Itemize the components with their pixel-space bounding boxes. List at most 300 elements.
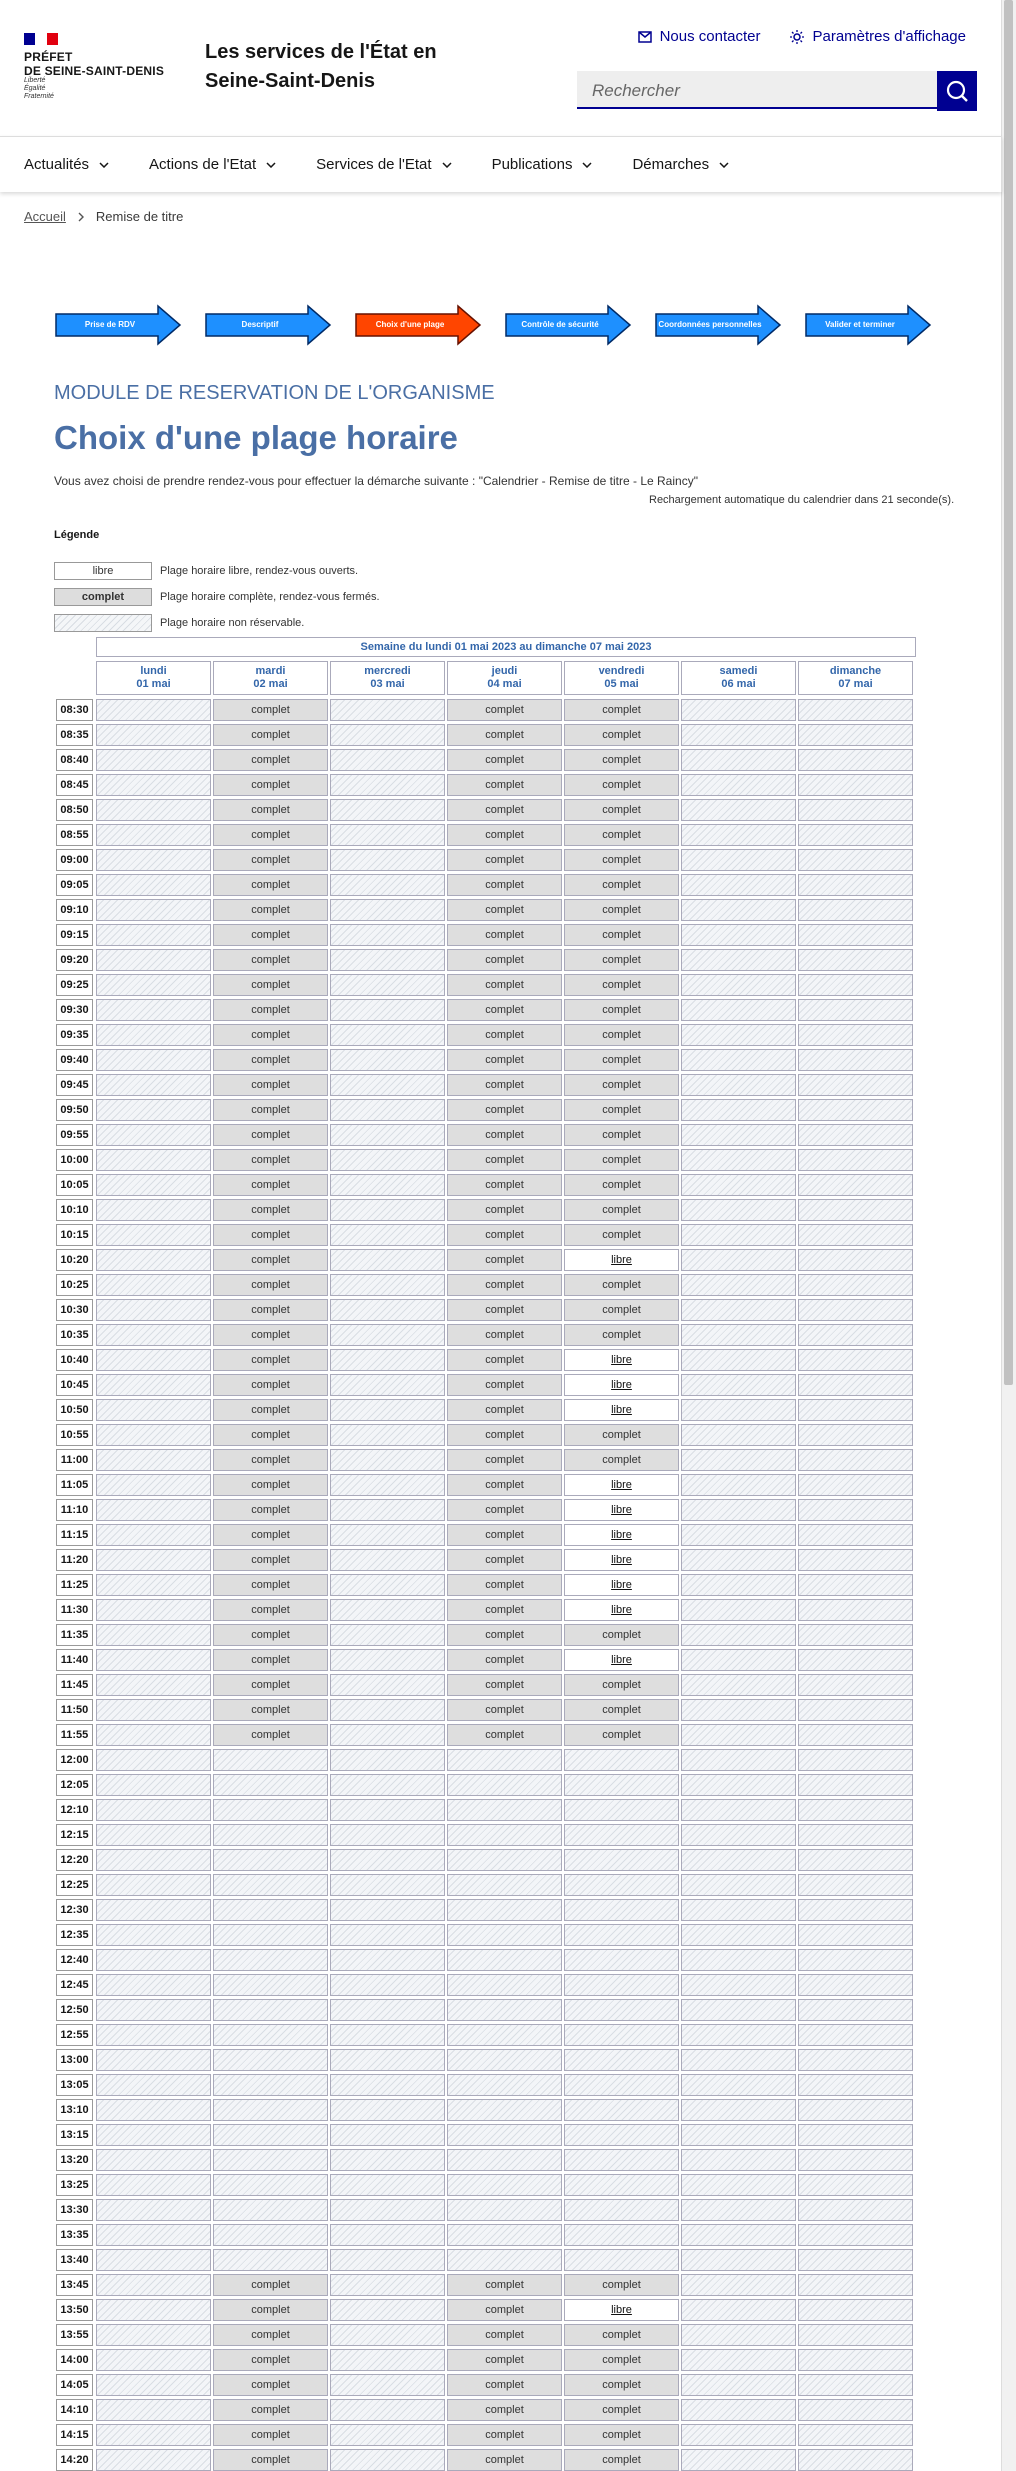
- slot-unavailable: [798, 2074, 913, 2096]
- slot-unavailable: [96, 1449, 211, 1471]
- slot-full: complet: [213, 1499, 328, 1521]
- slot-unavailable: [681, 1199, 796, 1221]
- slot-unavailable: [798, 2249, 913, 2271]
- slot-unavailable: [681, 2174, 796, 2196]
- time-label: 09:45: [56, 1074, 93, 1096]
- slot-full: complet: [564, 2349, 679, 2371]
- slot-unavailable: [96, 1549, 211, 1571]
- slot-full: complet: [213, 924, 328, 946]
- slot-full: complet: [564, 849, 679, 871]
- search-input[interactable]: Rechercher: [577, 71, 937, 109]
- slot-unavailable: [96, 2324, 211, 2346]
- slot-unavailable: [681, 1624, 796, 1646]
- slot-unavailable: [447, 2024, 562, 2046]
- legend-full-desc: Plage horaire complète, rendez-vous fermés.: [160, 591, 380, 603]
- time-label: 13:00: [56, 2049, 93, 2071]
- slot-full: complet: [213, 1124, 328, 1146]
- slot-unavailable: [96, 899, 211, 921]
- slot-unavailable: [330, 2074, 445, 2096]
- slot-unavailable: [798, 1599, 913, 1621]
- slot-unavailable: [330, 1899, 445, 1921]
- slot-unavailable: [330, 2449, 445, 2471]
- time-label: 14:10: [56, 2399, 93, 2421]
- slot-unavailable: [798, 2124, 913, 2146]
- slot-unavailable: [96, 1674, 211, 1696]
- slot-full: complet: [447, 774, 562, 796]
- slot-unavailable: [681, 1249, 796, 1271]
- slot-unavailable: [447, 2049, 562, 2071]
- breadcrumb-current: Remise de titre: [95, 209, 184, 224]
- slot-unavailable: [96, 2024, 211, 2046]
- slot-full: complet: [447, 1424, 562, 1446]
- slot-free-link[interactable]: libre: [564, 1549, 679, 1571]
- slot-unavailable: [213, 2224, 328, 2246]
- legend-free: [54, 561, 358, 581]
- slot-unavailable: [798, 1774, 913, 1796]
- time-label: 08:50: [56, 799, 93, 821]
- slot-unavailable: [798, 1349, 913, 1371]
- step-choix-plage: Choix d'une plage: [354, 304, 484, 346]
- slot-unavailable: [798, 1224, 913, 1246]
- slot-full: complet: [564, 2274, 679, 2296]
- slot-unavailable: [564, 2099, 679, 2121]
- day-header-jeudi: jeudi 04 mai: [447, 661, 562, 695]
- slot-free-link[interactable]: libre: [564, 2299, 679, 2321]
- slot-unavailable: [681, 1524, 796, 1546]
- nav-item-actualites[interactable]: Actualités: [24, 137, 109, 192]
- slot-unavailable: [798, 2049, 913, 2071]
- slot-full: complet: [564, 1274, 679, 1296]
- time-label: 13:45: [56, 2274, 93, 2296]
- slot-unavailable: [798, 1799, 913, 1821]
- slot-unavailable: [798, 1924, 913, 1946]
- slot-full: complet: [213, 1074, 328, 1096]
- slot-full: complet: [213, 1574, 328, 1596]
- site-title[interactable]: Les services de l'État en Seine-Saint-Denis: [205, 41, 437, 92]
- slot-unavailable: [798, 874, 913, 896]
- slot-full: complet: [564, 1199, 679, 1221]
- slot-full: complet: [447, 949, 562, 971]
- slot-unavailable: [681, 1799, 796, 1821]
- slot-unavailable: [330, 1774, 445, 1796]
- slot-unavailable: [213, 2149, 328, 2171]
- slot-free-link[interactable]: libre: [564, 1599, 679, 1621]
- slot-unavailable: [681, 1499, 796, 1521]
- slot-unavailable: [681, 874, 796, 896]
- slot-full: complet: [564, 924, 679, 946]
- slot-unavailable: [330, 2049, 445, 2071]
- slot-unavailable: [564, 1749, 679, 1771]
- time-label: 10:55: [56, 1424, 93, 1446]
- slot-unavailable: [213, 1824, 328, 1846]
- slot-unavailable: [213, 2099, 328, 2121]
- slot-unavailable: [564, 2149, 679, 2171]
- legend-na-swatch: [54, 614, 152, 632]
- slot-full: complet: [213, 2299, 328, 2321]
- slot-unavailable: [96, 2274, 211, 2296]
- prefet-logo[interactable]: PRÉFET DE SEINE-SAINT-DENIS: [24, 50, 165, 78]
- slot-unavailable: [798, 974, 913, 996]
- legend-na-desc: Plage horaire non réservable.: [160, 617, 305, 629]
- slot-unavailable: [213, 1899, 328, 1921]
- slot-free-link[interactable]: libre: [564, 1574, 679, 1596]
- slot-unavailable: [681, 1924, 796, 1946]
- slot-unavailable: [798, 1524, 913, 1546]
- slot-full: complet: [564, 999, 679, 1021]
- slot-unavailable: [681, 2299, 796, 2321]
- slot-free-link[interactable]: libre: [564, 1374, 679, 1396]
- slot-full: complet: [564, 1099, 679, 1121]
- slot-unavailable: [798, 1024, 913, 1046]
- slot-unavailable: [681, 824, 796, 846]
- slot-unavailable: [681, 1074, 796, 1096]
- reload-notice: Rechargement automatique du calendrier dans 21 seconde(s).: [649, 494, 955, 506]
- slot-full: complet: [447, 1349, 562, 1371]
- time-label: 14:15: [56, 2424, 93, 2446]
- slot-full: complet: [564, 1699, 679, 1721]
- slot-unavailable: [681, 1124, 796, 1146]
- slot-unavailable: [564, 2199, 679, 2221]
- slot-full: complet: [213, 2349, 328, 2371]
- slot-unavailable: [798, 1174, 913, 1196]
- slot-full: complet: [213, 699, 328, 721]
- slot-unavailable: [330, 2149, 445, 2171]
- slot-unavailable: [681, 2274, 796, 2296]
- time-label: 12:30: [56, 1899, 93, 1921]
- slot-full: complet: [447, 1599, 562, 1621]
- slot-free-link[interactable]: libre: [564, 1499, 679, 1521]
- slot-unavailable: [213, 1999, 328, 2021]
- slot-full: complet: [213, 974, 328, 996]
- time-label: 09:35: [56, 1024, 93, 1046]
- time-label: 12:35: [56, 1924, 93, 1946]
- time-label: 12:20: [56, 1849, 93, 1871]
- slot-unavailable: [330, 1874, 445, 1896]
- slot-unavailable: [330, 2199, 445, 2221]
- slot-unavailable: [798, 774, 913, 796]
- time-label: 09:20: [56, 949, 93, 971]
- slot-unavailable: [681, 2424, 796, 2446]
- slot-unavailable: [798, 1249, 913, 1271]
- search-button[interactable]: [937, 71, 977, 111]
- slot-unavailable: [564, 1824, 679, 1846]
- display-settings-link[interactable]: Paramètres d'affichage: [790, 28, 966, 45]
- slot-full: complet: [213, 1149, 328, 1171]
- week-header: Semaine du lundi 01 mai 2023 au dimanche 07 mai 2023: [96, 637, 916, 657]
- slot-unavailable: [96, 924, 211, 946]
- slot-free-link[interactable]: libre: [564, 1249, 679, 1271]
- slot-unavailable: [96, 1949, 211, 1971]
- slot-unavailable: [96, 1924, 211, 1946]
- slot-full: complet: [213, 1374, 328, 1396]
- step-valider: Valider et terminer: [804, 304, 934, 346]
- slot-unavailable: [798, 1099, 913, 1121]
- slot-full: complet: [564, 1674, 679, 1696]
- slot-full: complet: [564, 1324, 679, 1346]
- slot-unavailable: [96, 1374, 211, 1396]
- slot-unavailable: [681, 2324, 796, 2346]
- slot-unavailable: [564, 1774, 679, 1796]
- slot-unavailable: [213, 1924, 328, 1946]
- slot-full: complet: [213, 999, 328, 1021]
- slot-unavailable: [96, 1074, 211, 1096]
- slot-unavailable: [564, 2249, 679, 2271]
- slot-unavailable: [798, 1974, 913, 1996]
- slot-full: complet: [213, 2399, 328, 2421]
- slot-full: complet: [447, 799, 562, 821]
- slot-free-link[interactable]: libre: [564, 1524, 679, 1546]
- slot-unavailable: [330, 1299, 445, 1321]
- slot-unavailable: [330, 1374, 445, 1396]
- slot-unavailable: [447, 1874, 562, 1896]
- slot-unavailable: [330, 1474, 445, 1496]
- slot-unavailable: [447, 1949, 562, 1971]
- slot-unavailable: [681, 1299, 796, 1321]
- time-label: 10:30: [56, 1299, 93, 1321]
- slot-unavailable: [681, 1349, 796, 1371]
- slot-unavailable: [798, 1549, 913, 1571]
- slot-unavailable: [564, 1899, 679, 1921]
- slot-unavailable: [681, 1899, 796, 1921]
- slot-full: complet: [447, 1174, 562, 1196]
- slot-unavailable: [564, 1924, 679, 1946]
- slot-unavailable: [330, 724, 445, 746]
- slot-full: complet: [213, 2449, 328, 2471]
- time-label: 11:40: [56, 1649, 93, 1671]
- slot-unavailable: [798, 724, 913, 746]
- slot-full: complet: [564, 949, 679, 971]
- slot-unavailable: [330, 1749, 445, 1771]
- slot-unavailable: [447, 2074, 562, 2096]
- slot-unavailable: [681, 2449, 796, 2471]
- slot-full: complet: [213, 749, 328, 771]
- slot-full: complet: [213, 1399, 328, 1421]
- slot-full: complet: [447, 1499, 562, 1521]
- time-label: 09:40: [56, 1049, 93, 1071]
- slot-unavailable: [447, 1924, 562, 1946]
- slot-free-link[interactable]: libre: [564, 1649, 679, 1671]
- slot-unavailable: [798, 1899, 913, 1921]
- slot-full: complet: [564, 774, 679, 796]
- slot-unavailable: [447, 1799, 562, 1821]
- slot-unavailable: [564, 2049, 679, 2071]
- time-label: 13:55: [56, 2324, 93, 2346]
- slot-unavailable: [681, 1874, 796, 1896]
- slot-unavailable: [798, 1299, 913, 1321]
- legend-free-swatch: libre: [54, 562, 152, 580]
- day-header-dimanche: dimanche 07 mai: [798, 661, 913, 695]
- slot-unavailable: [330, 824, 445, 846]
- slot-unavailable: [96, 2374, 211, 2396]
- slot-full: complet: [447, 1199, 562, 1221]
- slot-unavailable: [681, 1274, 796, 1296]
- slot-unavailable: [330, 1849, 445, 1871]
- time-label: 13:10: [56, 2099, 93, 2121]
- slot-full: complet: [564, 1074, 679, 1096]
- slot-unavailable: [96, 1824, 211, 1846]
- slot-unavailable: [681, 1024, 796, 1046]
- slot-unavailable: [330, 1649, 445, 1671]
- step-coordonnees: Coordonnées personnelles: [654, 304, 784, 346]
- slot-unavailable: [96, 1524, 211, 1546]
- slot-unavailable: [330, 1149, 445, 1171]
- legend-full-swatch: complet: [54, 588, 152, 606]
- slot-unavailable: [564, 1949, 679, 1971]
- slot-unavailable: [330, 2249, 445, 2271]
- slot-unavailable: [330, 1974, 445, 1996]
- nav-item-actions[interactable]: Actions de l'Etat: [149, 137, 276, 192]
- slot-unavailable: [330, 1999, 445, 2021]
- nav-item-publications[interactable]: Publications: [492, 137, 593, 192]
- slot-unavailable: [330, 1199, 445, 1221]
- slot-unavailable: [564, 1874, 679, 1896]
- chevron-down-icon: [442, 162, 452, 168]
- time-label: 10:50: [56, 1399, 93, 1421]
- slot-unavailable: [447, 1999, 562, 2021]
- slot-unavailable: [96, 1349, 211, 1371]
- slot-unavailable: [798, 1574, 913, 1596]
- slot-unavailable: [681, 1974, 796, 1996]
- breadcrumb-home[interactable]: Accueil: [24, 209, 66, 224]
- slot-full: complet: [564, 1299, 679, 1321]
- slot-unavailable: [798, 1624, 913, 1646]
- slot-unavailable: [798, 1874, 913, 1896]
- slot-unavailable: [798, 799, 913, 821]
- slot-unavailable: [96, 2224, 211, 2246]
- slot-unavailable: [798, 899, 913, 921]
- slot-free-link[interactable]: libre: [564, 1399, 679, 1421]
- slot-unavailable: [798, 1474, 913, 1496]
- slot-unavailable: [96, 974, 211, 996]
- step-prise-de-rdv: Prise de RDV: [54, 304, 184, 346]
- time-label: 09:25: [56, 974, 93, 996]
- slot-unavailable: [681, 949, 796, 971]
- scrollbar-thumb[interactable]: [1004, 0, 1013, 1385]
- slot-unavailable: [798, 1374, 913, 1396]
- slot-full: complet: [447, 749, 562, 771]
- slot-full: complet: [447, 724, 562, 746]
- slot-unavailable: [798, 1949, 913, 1971]
- slot-unavailable: [447, 2099, 562, 2121]
- nav-item-services[interactable]: Services de l'Etat: [316, 137, 451, 192]
- slot-unavailable: [798, 2199, 913, 2221]
- slot-unavailable: [681, 1699, 796, 1721]
- slot-unavailable: [96, 1049, 211, 1071]
- slot-unavailable: [798, 824, 913, 846]
- contact-link[interactable]: Nous contacter: [638, 28, 761, 45]
- slot-unavailable: [564, 1999, 679, 2021]
- slot-full: complet: [213, 1724, 328, 1746]
- nav-item-demarches[interactable]: Démarches: [632, 137, 729, 192]
- slot-unavailable: [681, 1749, 796, 1771]
- slot-full: complet: [564, 724, 679, 746]
- slot-unavailable: [96, 2149, 211, 2171]
- chevron-down-icon: [582, 162, 592, 168]
- slot-unavailable: [681, 2374, 796, 2396]
- slot-full: complet: [213, 1024, 328, 1046]
- slot-unavailable: [96, 1599, 211, 1621]
- slot-full: complet: [447, 1049, 562, 1071]
- slot-unavailable: [330, 1499, 445, 1521]
- slot-unavailable: [96, 1999, 211, 2021]
- slot-unavailable: [96, 1149, 211, 1171]
- slot-unavailable: [798, 849, 913, 871]
- site-header: [0, 0, 1002, 135]
- time-label: 13:35: [56, 2224, 93, 2246]
- slot-full: complet: [213, 899, 328, 921]
- legend-na: [54, 613, 304, 633]
- slot-full: complet: [447, 2424, 562, 2446]
- slot-unavailable: [798, 2299, 913, 2321]
- slot-unavailable: [330, 1224, 445, 1246]
- slot-unavailable: [330, 1824, 445, 1846]
- slot-unavailable: [96, 1099, 211, 1121]
- time-label: 13:40: [56, 2249, 93, 2271]
- chevron-right-icon: [78, 212, 84, 222]
- slot-unavailable: [681, 1824, 796, 1846]
- slot-full: complet: [213, 824, 328, 846]
- slot-unavailable: [564, 2224, 679, 2246]
- slot-full: complet: [447, 2274, 562, 2296]
- slot-unavailable: [798, 1149, 913, 1171]
- slot-full: complet: [447, 1399, 562, 1421]
- slot-unavailable: [330, 2174, 445, 2196]
- slot-unavailable: [681, 1049, 796, 1071]
- slot-unavailable: [681, 1649, 796, 1671]
- slot-unavailable: [96, 1649, 211, 1671]
- slot-unavailable: [96, 2299, 211, 2321]
- slot-unavailable: [798, 749, 913, 771]
- slot-unavailable: [330, 1174, 445, 1196]
- time-label: 12:10: [56, 1799, 93, 1821]
- slot-free-link[interactable]: libre: [564, 1349, 679, 1371]
- time-label: 11:05: [56, 1474, 93, 1496]
- slot-free-link[interactable]: libre: [564, 1474, 679, 1496]
- time-label: 11:30: [56, 1599, 93, 1621]
- slot-unavailable: [798, 1724, 913, 1746]
- time-label: 14:00: [56, 2349, 93, 2371]
- slot-unavailable: [798, 1324, 913, 1346]
- slot-full: complet: [213, 1599, 328, 1621]
- slot-unavailable: [96, 849, 211, 871]
- slot-unavailable: [681, 2249, 796, 2271]
- slot-unavailable: [681, 899, 796, 921]
- slot-unavailable: [96, 2049, 211, 2071]
- slot-unavailable: [798, 1749, 913, 1771]
- slot-full: complet: [564, 2324, 679, 2346]
- slot-full: complet: [213, 1224, 328, 1246]
- slot-unavailable: [330, 2299, 445, 2321]
- slot-full: complet: [447, 924, 562, 946]
- page-scrollbar[interactable]: [1001, 0, 1016, 2471]
- day-header-mercredi: mercredi 03 mai: [330, 661, 445, 695]
- slot-unavailable: [798, 999, 913, 1021]
- slot-full: complet: [213, 874, 328, 896]
- slot-unavailable: [681, 2349, 796, 2371]
- slot-unavailable: [330, 949, 445, 971]
- step-controle-securite: Contrôle de sécurité: [504, 304, 634, 346]
- slot-unavailable: [681, 1999, 796, 2021]
- slot-unavailable: [564, 2174, 679, 2196]
- chevron-down-icon: [266, 162, 276, 168]
- slot-full: complet: [564, 1424, 679, 1446]
- slot-full: complet: [213, 1349, 328, 1371]
- slot-unavailable: [798, 1824, 913, 1846]
- slot-unavailable: [681, 1549, 796, 1571]
- slot-unavailable: [96, 749, 211, 771]
- slot-unavailable: [681, 699, 796, 721]
- slot-full: complet: [213, 724, 328, 746]
